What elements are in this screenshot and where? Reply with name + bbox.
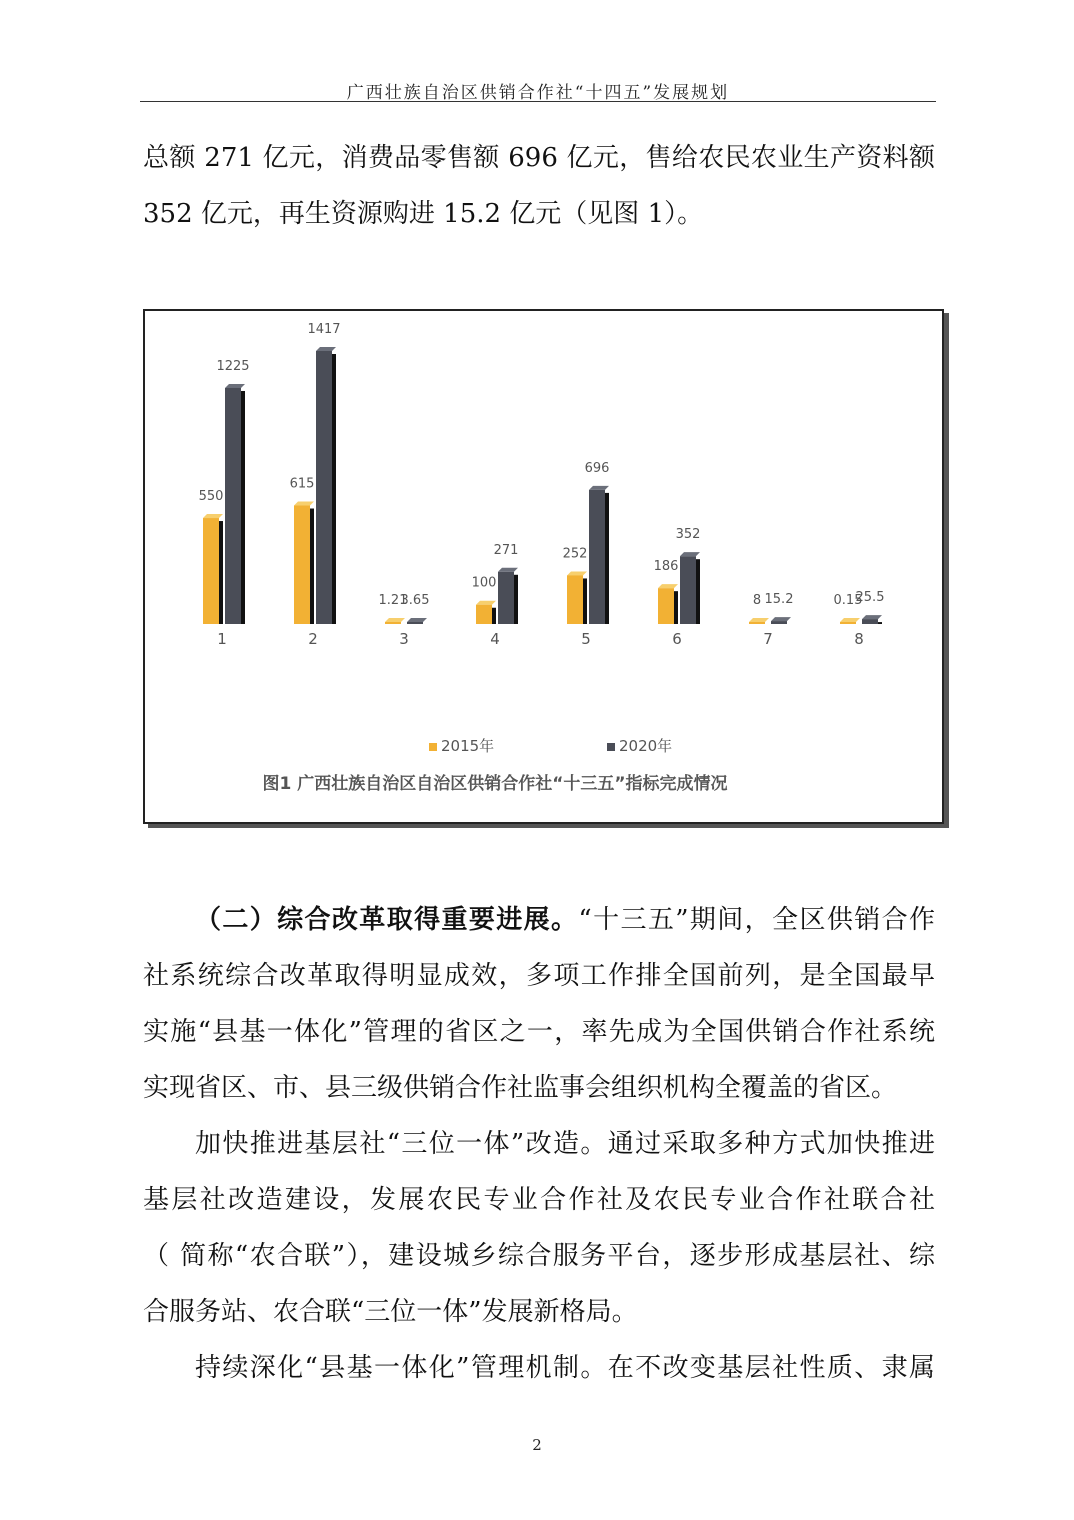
text-line: 加快推进基层社“三位一体”改造。通过采取多种方式加快推进 [195, 1129, 935, 1159]
bar-top [294, 502, 314, 506]
text-line [143, 892, 935, 948]
bar [749, 622, 765, 624]
data-label: 186 [653, 559, 679, 575]
data-label: 615 [289, 476, 315, 492]
data-label: 100 [471, 575, 497, 591]
data-label: 252 [562, 546, 588, 562]
text-line: 实施“县基一体化”管理的省区之一，率先成为全国供销合作社系统 [143, 1017, 935, 1047]
running-header: 广西壮族自治区供销合作社“十四五”发展规划 [346, 83, 730, 103]
text-line: 实现省区、市、县三级供销合作社监事会组织机构全覆盖的省区。 [143, 1073, 898, 1103]
text-line: （ 简称“农合联”），建设城乡综合服务平台，逐步形成基层社、综 [143, 1241, 935, 1271]
figure-1 [143, 309, 944, 824]
bar-top [476, 601, 496, 605]
data-label: 352 [675, 527, 701, 543]
bar-top [225, 384, 245, 388]
data-label: 1.21 [378, 593, 408, 608]
bar [225, 388, 241, 624]
data-label: 25.5 [855, 590, 885, 606]
bar [476, 605, 492, 624]
x-tick-label: 2 [308, 630, 318, 648]
data-label: 271 [493, 542, 519, 558]
x-tick-label: 6 [672, 630, 682, 648]
bar-top [385, 618, 405, 622]
data-label: 15.2 [764, 592, 794, 608]
bar [294, 506, 310, 624]
section-heading: （二）综合改革取得重要进展。 [195, 905, 579, 935]
figure-caption: 图1 广西壮族自治区自治区供销合作社“十三五”指标完成情况 [262, 774, 728, 794]
bar-top [771, 617, 791, 621]
x-tick-label: 5 [581, 630, 591, 648]
bar-top [498, 568, 518, 572]
bar-top [567, 571, 587, 575]
data-label: 1417 [307, 322, 341, 337]
bar [840, 622, 856, 624]
bar-top [680, 552, 700, 556]
text-line: 合服务站、农合联“三位一体”发展新格局。 [143, 1297, 638, 1327]
bar-top [316, 347, 336, 351]
bar [498, 572, 514, 624]
data-label: 3.65 [400, 593, 430, 608]
legend-label: 2020年 [619, 737, 673, 755]
legend-swatch [429, 743, 437, 751]
text-run: “十三五”期间，全区供销合作 [578, 905, 935, 935]
bar-top [589, 486, 609, 490]
x-tick-label: 3 [399, 630, 409, 648]
text-line: 总额 271 亿元，消费品零售额 696 亿元，售给农民农业生产资料额 [143, 143, 935, 173]
data-label: 1225 [216, 358, 250, 374]
legend-swatch [607, 743, 615, 751]
data-label: 0.15 [833, 593, 863, 608]
data-label: 8 [752, 593, 762, 608]
section-2-paragraph [143, 892, 935, 1116]
paragraph-3 [143, 1116, 935, 1340]
data-label: 696 [584, 460, 610, 476]
text-line: 持续深化“县基一体化”管理机制。在不改变基层社性质、隶属 [195, 1353, 935, 1383]
bar [771, 621, 787, 624]
bar-top [658, 584, 678, 588]
bar [316, 351, 332, 624]
data-label: 550 [198, 489, 224, 505]
bar [680, 556, 696, 624]
legend-label: 2015年 [441, 737, 495, 755]
x-tick-label: 1 [217, 630, 227, 648]
bar-top [749, 618, 769, 622]
text-line: 352 亿元，再生资源购进 15.2 亿元（见图 1）。 [143, 199, 704, 229]
text-line: 基层社改造建设，发展农民专业合作社及农民专业合作社联合社 [143, 1185, 935, 1215]
bar-top [203, 514, 223, 518]
bar-chart [145, 311, 942, 822]
bar [407, 622, 423, 624]
text-line: 社系统综合改革取得明显成效，多项工作排全国前列，是全国最早 [143, 961, 935, 991]
x-tick-label: 4 [490, 630, 500, 648]
bar [862, 619, 878, 624]
intro-paragraph [143, 130, 935, 242]
bar-top [862, 615, 882, 619]
x-tick-label: 8 [854, 630, 864, 648]
bar [203, 518, 219, 624]
bar [567, 575, 583, 624]
bar-top [407, 618, 427, 622]
header-rule [140, 101, 936, 102]
x-tick-label: 7 [763, 630, 773, 648]
bar [589, 490, 605, 624]
paragraph-4 [143, 1340, 935, 1396]
legend-item-2020 [607, 735, 672, 756]
bar [385, 622, 401, 624]
bar [658, 588, 674, 624]
bar-top [840, 618, 860, 622]
page-number: 2 [532, 1436, 542, 1454]
legend-item-2015 [429, 735, 494, 756]
